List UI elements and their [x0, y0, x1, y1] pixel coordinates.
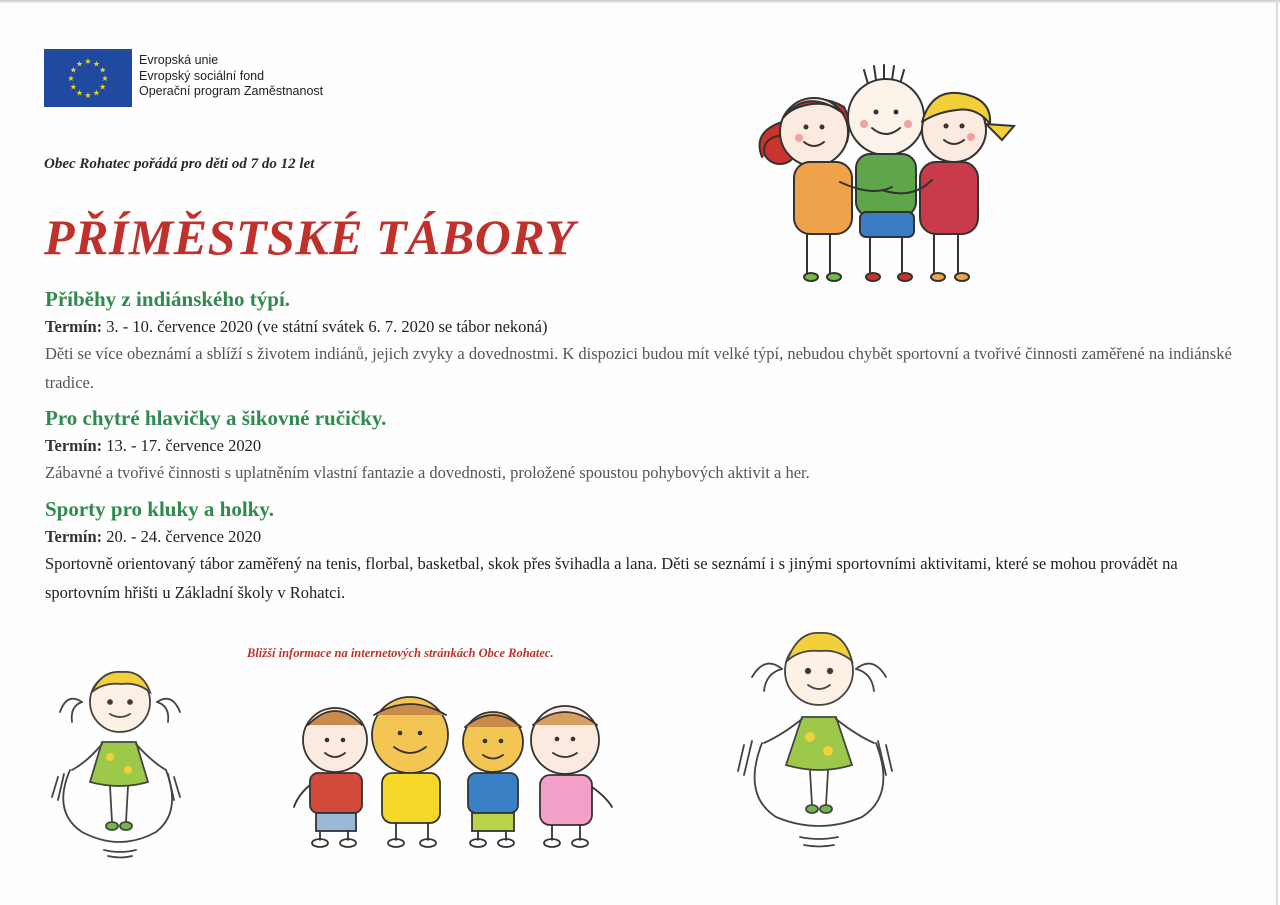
section-title: Sporty pro kluky a holky. — [45, 497, 274, 521]
term-value: 13. - 17. července 2020 — [102, 436, 262, 455]
term-value: 20. - 24. července 2020 — [102, 527, 262, 546]
eu-star-icon: ★ — [84, 57, 92, 66]
eu-star-icon: ★ — [84, 91, 92, 100]
eu-star-icon: ★ — [92, 88, 101, 98]
section-description: Sportovně orientovaný tábor zaměřený na tenis, florbal, basketbal, skok přes švihadla a lana. Děti se seznámí i s jinými sportovními aktivitami, které se mohou provádět na sportovním hřišti u Základní školy v Rohatci. — [45, 554, 1178, 602]
section-title: Pro chytré hlavičky a šikovné ručičky. — [45, 406, 387, 430]
eu-star-icon: ★ — [92, 59, 101, 69]
three-children-illustration — [752, 62, 1022, 292]
term-label: Termín: — [45, 436, 103, 455]
eu-star-icon: ★ — [99, 82, 107, 92]
eu-line-1: Evropská unie — [139, 53, 219, 67]
eu-line-2: Evropský sociální fond — [139, 68, 265, 83]
section-description: Děti se více obeznámí a sblíží s životem indiánů, jejich zvyky a dovednostmi. K dispozici budou mít velké týpí, nebudou chybět sportovní a tvořivé činnosti zaměřené na indiánské tradice. — [45, 344, 1232, 392]
eu-star-icon: ★ — [67, 74, 75, 83]
section-title: Příběhy z indiánského týpí. — [45, 287, 291, 311]
eu-star-icon: ★ — [69, 82, 77, 92]
girl-jumping-rope-illustration-left — [42, 662, 192, 862]
eu-star-icon: ★ — [75, 59, 84, 69]
four-children-illustration — [290, 695, 625, 855]
scan-top-edge — [0, 0, 1280, 3]
page-title: PŘÍMĚSTSKÉ TÁBORY — [44, 209, 576, 265]
girl-jumping-rope-illustration-right — [730, 625, 900, 865]
term-value: 3. - 10. července 2020 (ve státní svátek 6. 7. 2020 se tábor nekoná) — [102, 317, 548, 336]
eu-line-3: Operační program Zaměstnanost — [139, 84, 324, 98]
eu-star-icon: ★ — [75, 88, 84, 98]
camp-section-2 — [45, 405, 1245, 487]
eu-flag-logo — [44, 49, 132, 107]
subtitle: Obec Rohatec pořádá pro děti od 7 do 12 let — [44, 156, 315, 172]
scan-right-edge — [1276, 0, 1278, 905]
section-description: Zábavné a tvořivé činnosti s uplatněním vlastní fantazie a dovednosti, proložené spoustou pohybových aktivit a her. — [45, 463, 810, 482]
camp-section-3 — [45, 496, 1245, 607]
eu-star-icon: ★ — [101, 74, 109, 83]
section-term — [45, 315, 1245, 339]
eu-text-block — [139, 53, 323, 100]
eu-star-icon: ★ — [99, 65, 107, 75]
eu-star-icon: ★ — [69, 65, 77, 75]
section-term — [45, 525, 1245, 549]
term-label: Termín: — [45, 527, 103, 546]
term-label: Termín: — [45, 317, 103, 336]
more-info-note: Bližší informace na internetových stránkách Obce Rohatec. — [247, 646, 554, 660]
section-term — [45, 434, 1245, 458]
camp-section-1 — [45, 286, 1245, 397]
